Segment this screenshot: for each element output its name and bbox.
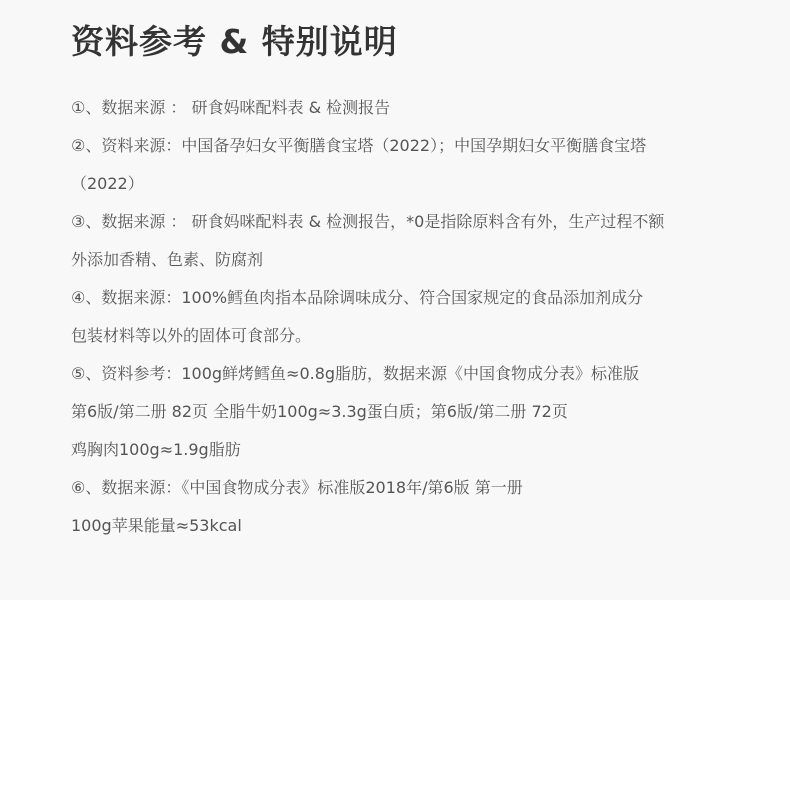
reference-line: 外添加香精、色素、防腐剂 [71,250,264,269]
reference-line: 包装材料等以外的固体可食部分。 [71,326,312,345]
reference-line: ③、数据来源 ： 研食妈咪配料表 & 检测报告，*0是指除原料含有外，生产过程不额 [71,212,665,231]
reference-line: 鸡胸肉100g≈1.9g脂肪 [71,440,241,459]
reference-line: 100g苹果能量≈53kcal [71,516,242,535]
reference-line: ⑤、资料参考：100g鲜烤鳕鱼≈0.8g脂肪，数据来源《中国食物成分表》标准版 [71,364,640,383]
reference-list [71,89,731,545]
reference-line: 第6版/第二册 82页 全脂牛奶100g≈3.3g蛋白质；第6版/第二册 72页 [71,402,568,421]
page-title: 资料参考 & 特别说明 [71,22,398,61]
reference-line: ④、数据来源：100%鳕鱼肉指本品除调味成分、符合国家规定的食品添加剂成分 [71,288,644,307]
reference-line: ②、资料来源：中国备孕妇女平衡膳食宝塔（2022）；中国孕期妇女平衡膳食宝塔 [71,136,647,155]
reference-line: ⑥、数据来源：《中国食物成分表》标准版2018年/第6版 第一册 [71,478,523,497]
reference-line: （2022） [71,174,144,193]
reference-line: ①、数据来源 ： 研食妈咪配料表 & 检测报告 [71,98,391,117]
